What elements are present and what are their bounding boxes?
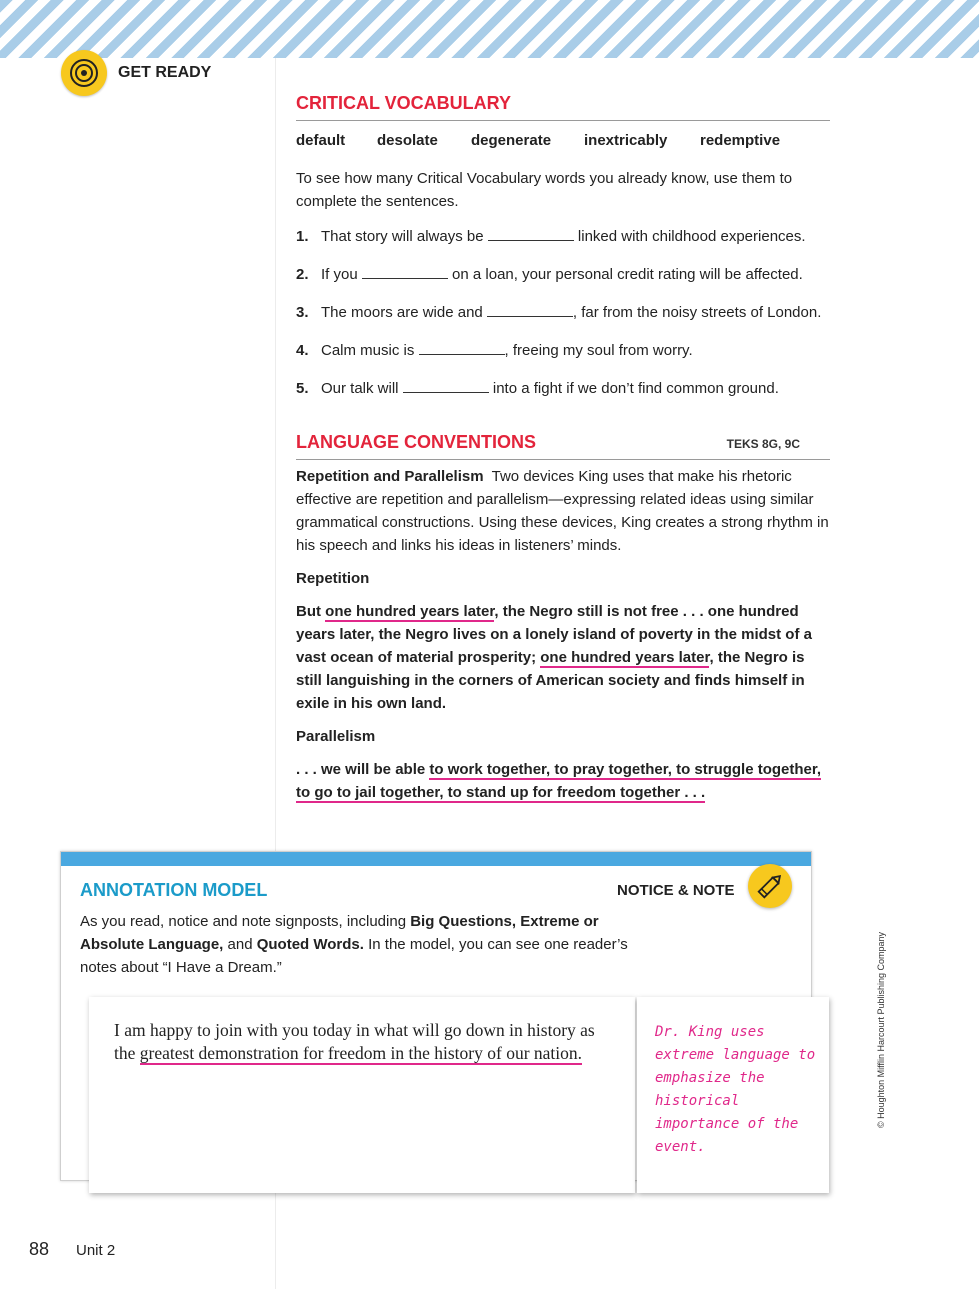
vocab-word: desolate bbox=[377, 132, 438, 149]
conventions-intro: Repetition and Parallelism Two devices King uses that make his rhetoric effective are repetition and parallelism—expressing related ideas using similar grammatical constructions. Using these devices, King creates a strong rhythm in his speech and links his ideas in listeners’ minds. bbox=[296, 468, 829, 554]
handwritten-note: Dr. King uses extreme language to emphasize the historical importance of the event. bbox=[655, 1024, 816, 1155]
parallelism-label: Parallelism bbox=[296, 728, 376, 745]
answer-blank[interactable] bbox=[362, 264, 448, 279]
annotation-instructions: As you read, notice and note signposts, including Big Questions, Extreme or Absolute Language, and Quoted Words. In the model, you can see one reader’s notes about “I Have a Dream.” bbox=[80, 913, 628, 976]
repetition-label: Repetition bbox=[296, 570, 370, 587]
notice-note-label: NOTICE & NOTE bbox=[617, 882, 735, 899]
panel-top-bar bbox=[61, 852, 811, 866]
vocabulary-item: 3. The moors are wide and , far from the noisy streets of London. bbox=[296, 304, 822, 321]
copyright-notice: © Houghton Mifflin Harcourt Publishing Company bbox=[876, 931, 886, 1128]
answer-blank[interactable] bbox=[487, 302, 573, 317]
repetition-excerpt: But one hundred years later, the Negro still is not free . . . one hundred years later, the Negro lives on a lonely island of poverty in the midst of a vast ocean of material prosperity; one hundred years later, the Negro is still languishing in the corners of American society and finds himself in exile in his own land. bbox=[296, 603, 812, 712]
vocab-word: inextricably bbox=[584, 132, 668, 149]
vocabulary-item: 1. That story will always be linked with childhood experiences. bbox=[296, 228, 806, 245]
unit-label: Unit 2 bbox=[76, 1242, 116, 1259]
vocabulary-item: 2. If you on a loan, your personal credit rating will be affected. bbox=[296, 266, 803, 283]
target-icon bbox=[61, 50, 107, 96]
decorative-stripes bbox=[0, 0, 979, 58]
vocabulary-intro: To see how many Critical Vocabulary words you already know, use them to complete the sentences. bbox=[296, 170, 793, 210]
teks-label: TEKS 8G, 9C bbox=[726, 437, 800, 451]
excerpt-card bbox=[89, 997, 635, 1193]
page-number: 88 bbox=[29, 1239, 50, 1259]
excerpt-text: I am happy to join with you today in what will go down in history as the greatest demonstration for freedom in the history of our nation. bbox=[114, 1020, 595, 1063]
note-card bbox=[637, 997, 829, 1193]
parallelism-excerpt: . . . we will be able to work together, to pray together, to struggle together, to go to jail together, to stand up for freedom together . . . bbox=[296, 761, 822, 801]
vocab-word: default bbox=[296, 132, 346, 149]
vocab-word: redemptive bbox=[700, 132, 781, 149]
get-ready-label: GET READY bbox=[118, 64, 212, 81]
answer-blank[interactable] bbox=[488, 226, 574, 241]
pencil-icon bbox=[748, 864, 792, 908]
annotation-model-title: ANNOTATION MODEL bbox=[80, 880, 268, 900]
vocab-word: degenerate bbox=[471, 132, 552, 149]
answer-blank[interactable] bbox=[419, 340, 505, 355]
critical-vocabulary-heading: CRITICAL VOCABULARY bbox=[296, 93, 830, 121]
answer-blank[interactable] bbox=[403, 378, 489, 393]
language-conventions-heading: LANGUAGE CONVENTIONS TEKS 8G, 9C bbox=[296, 432, 830, 460]
vocabulary-item: 5. Our talk will into a fight if we don’t find common ground. bbox=[296, 380, 779, 397]
vocabulary-item: 4. Calm music is , freeing my soul from worry. bbox=[296, 342, 693, 359]
